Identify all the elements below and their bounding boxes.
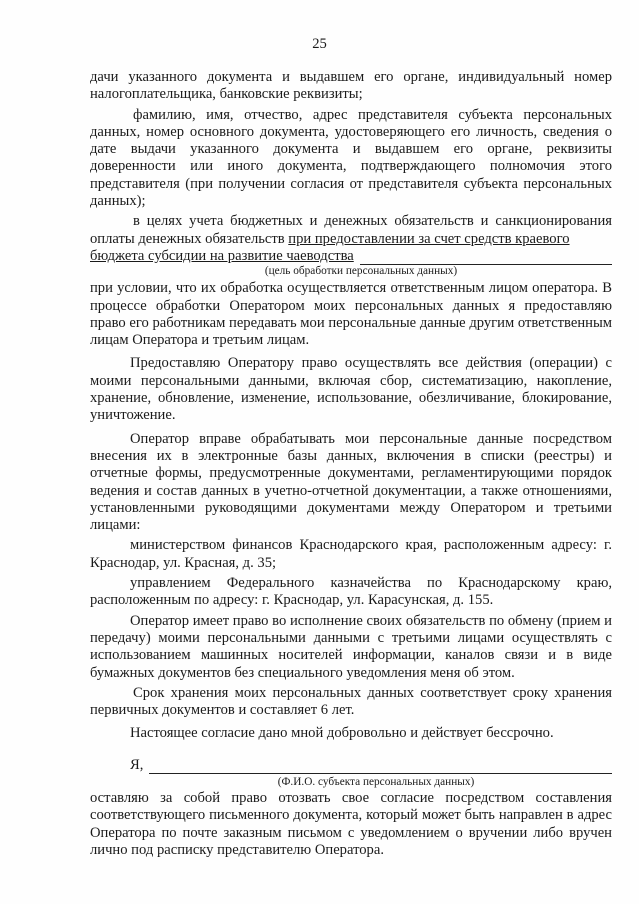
paragraph-taxpayer-details: дачи указанного документа и выдавшем его органе, индивидуальный номер налогоплательщика, банковские реквизиты;	[90, 69, 612, 103]
document-body	[90, 69, 612, 859]
paragraph-processing-methods: Оператор вправе обрабатывать мои персональные данные посредством внесения их в электронные базы данных, включения в списки (реестры) и отчетные формы, предусмотренные документами, регламентирующими порядок ведения и состав данных в учетно-отчетной документации, а также отношениями, установленными руководящими документами между Оператором и третьими лицами:	[90, 430, 612, 534]
page-number: 25	[312, 36, 327, 52]
purpose-underlined-text: при предоставлении за счет средств краевого	[288, 230, 570, 247]
paragraph-ministry-finance: министерством финансов Краснодарского края, расположенным адресу: г. Краснодар, ул. Красная, д. 35;	[90, 537, 612, 571]
paragraph-processing-conditions: при условии, что их обработка осуществляется ответственным лицом оператора. В процессе обработки Оператором моих персональных данных я предоставляю право его работникам передавать мои персональные данные другим ответственным лицам Оператора и третьим лицам.	[90, 280, 612, 349]
purpose-caption: (цель обработки персональных данных)	[264, 265, 458, 278]
purpose-line	[90, 248, 612, 265]
paragraph-representative-details: фамилию, имя, отчество, адрес представителя субъекта персональных данных, номер основного документа, удостоверяющего его личность, сведения о дате выдачи указанного документа и выдавшем его органе, реквизиты доверенности или иного документа, подтверждающего полномочия этого представителя (при получении согласия от представителя субъекта персональных данных);	[90, 106, 612, 210]
paragraph-exchange: Оператор имеет право во исполнение своих обязательств по обмену (прием и передачу) моими персональными данными с третьими лицами осуществлять с использованием машинных носителей информации, каналов связи и в виде бумажных документов без специального уведомления меня об этом.	[90, 612, 612, 681]
fio-blank-line	[149, 759, 612, 774]
paragraph-storage-term: Срок хранения моих персональных данных соответствует сроку хранения первичных документов и составляет 6 лет.	[90, 684, 612, 719]
paragraph-withdrawal: оставляю за собой право отозвать свое согласие посредством составления соответствующего письменного документа, который может быть направлен в адрес Оператора по почте заказным письмом с уведомлением о вручении либо вручен лично под расписку представителю Оператора.	[90, 789, 612, 858]
fio-caption: (Ф.И.О. субъекта персональных данных)	[277, 775, 475, 788]
paragraph-purpose	[90, 213, 612, 248]
purpose-text: в целях учета бюджетных и денежных обязательств и санкционирования оплаты денежных обязательств	[90, 213, 612, 247]
paragraph-treasury: управлением Федерального казначейства по Краснодарскому краю, расположенным по адресу: г. Краснодар, ул. Карасунская, д. 155.	[90, 575, 612, 609]
paragraph-operator-rights: Предоставляю Оператору право осуществлять все действия (операции) с моими персональными данными, включая сбор, систематизацию, накопление, хранение, обновление, изменение, использование, обезличивание, блокирование, уничтожение.	[90, 355, 612, 424]
signature-row	[90, 757, 612, 774]
purpose-line-text: бюджета субсидии на развитие чаеводства	[90, 247, 354, 264]
signature-prefix: Я,	[130, 756, 144, 773]
paragraph-consent-validity: Настоящее согласие дано мной добровольно и действует бессрочно.	[130, 725, 554, 742]
purpose-blank-line	[360, 251, 612, 265]
